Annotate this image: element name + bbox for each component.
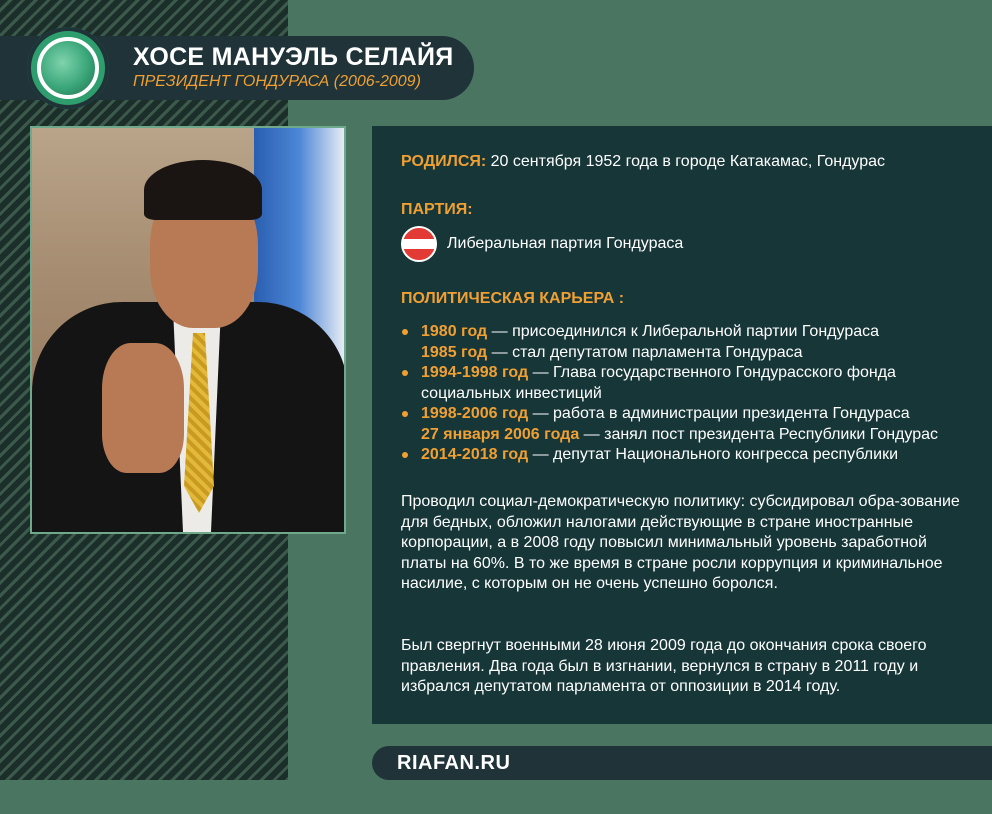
- born-value: 20 сентября 1952 года в городе Катакамас, Гондурас: [486, 153, 886, 170]
- site-link[interactable]: RIAFAN.RU: [397, 752, 511, 774]
- bullet-icon: [402, 370, 408, 376]
- policy-paragraph: Проводил социал-демократическую политику: субсидировал обра-зование для бедных, обложил налогами действующие в стране иностранные корпорации, а в 2008 году повысил минимальный уровень заработной платы на 60%. В то же время в стране росли коррупция и криминальное насилие, с которым он не очень успешно боролся.: [401, 493, 960, 592]
- career-item: 2014-2018 год — депутат Национального конгресса республики: [421, 446, 899, 463]
- globe-logo-icon: [27, 27, 109, 109]
- career-item: 1985 год — стал депутатом парламента Гондураса: [421, 344, 803, 361]
- party-name: Либеральная партия Гондураса: [447, 235, 684, 252]
- overthrow-paragraph: Был свергнут военными 28 июня 2009 года до окончания срока своего правления. Два года был в изгнании, вернулся в страну в 2011 году и избрался депутатом парламента от оппозиции в 2014 году.: [401, 637, 927, 695]
- party-flag-icon: [401, 226, 437, 262]
- born-label: РОДИЛСЯ:: [401, 153, 487, 170]
- page-title: ХОСЕ МАНУЭЛЬ СЕЛАЙЯ: [133, 43, 454, 71]
- party-label: ПАРТИЯ:: [401, 201, 473, 218]
- page-subtitle: ПРЕЗИДЕНТ ГОНДУРАСА (2006-2009): [133, 73, 421, 90]
- portrait-photo: [30, 126, 346, 534]
- career-item: 1998-2006 год — работа в администрации президента Гондураса: [421, 405, 910, 422]
- born-line: [401, 153, 885, 171]
- career-item: 27 января 2006 года — занял пост президента Республики Гондурас: [421, 426, 938, 443]
- bullet-icon: [402, 411, 408, 417]
- bullet-icon: [402, 329, 408, 335]
- career-label: ПОЛИТИЧЕСКАЯ КАРЬЕРА :: [401, 290, 625, 307]
- career-item: 1980 год — присоединился к Либеральной партии Гондураса: [421, 323, 880, 340]
- bullet-icon: [402, 452, 408, 458]
- career-item: 1994-1998 год — Глава государственного Гондурасского фонда: [421, 364, 896, 381]
- career-item: социальных инвестиций: [421, 385, 602, 402]
